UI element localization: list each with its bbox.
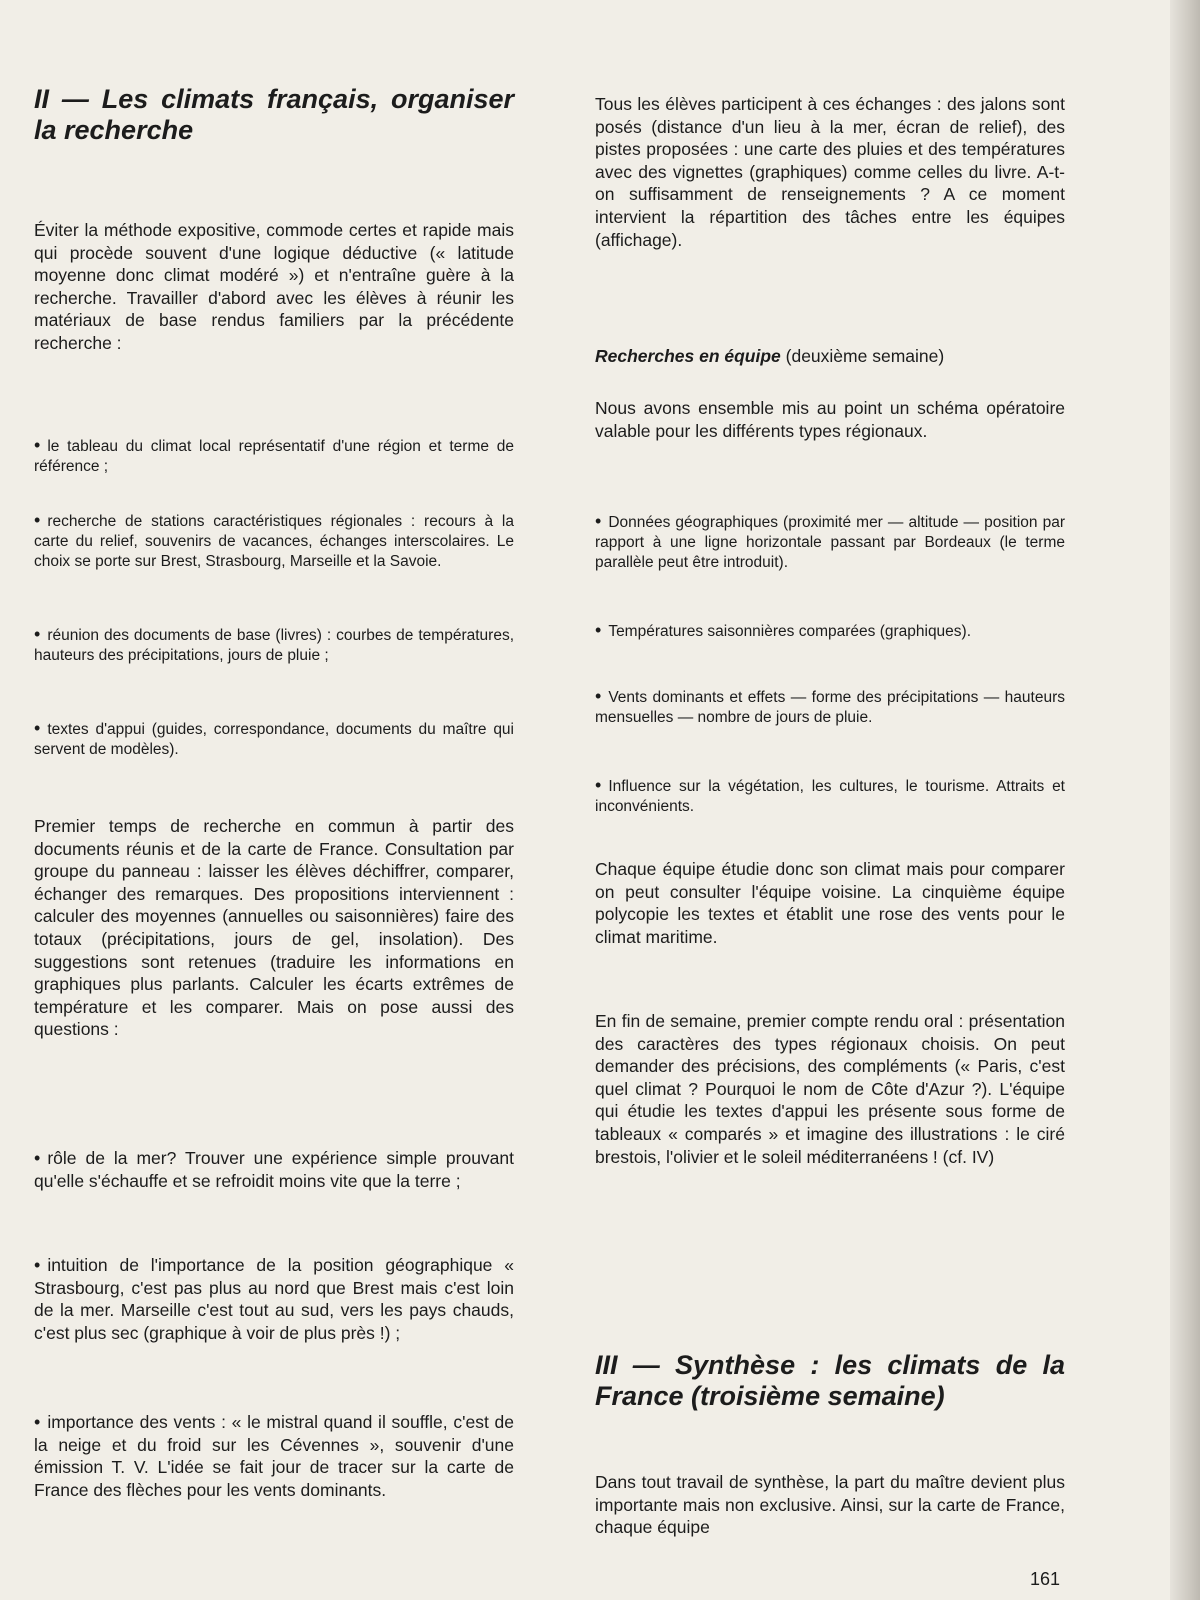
schema-paragraph: Nous avons ensemble mis au point un schéma opératoire valable pour les différents types régionaux. — [595, 398, 1065, 441]
list-item: • textes d'appui (guides, correspondance, documents du maître qui servent de modèles). — [34, 718, 514, 760]
list-item: • Températures saisonnières comparées (graphiques). — [595, 620, 1065, 642]
list-item: • Données géographiques (proximité mer — altitude — position par rapport à une ligne horizontale passant par Bordeaux (le terme parallèle peut être introduit). — [595, 511, 1065, 573]
synthese-paragraph: Dans tout travail de synthèse, la part du maître devient plus importante mais non exclusive. Ainsi, sur la carte de France, chaque équipe — [595, 1472, 1065, 1538]
recherches-title: Recherches en équipe — [595, 346, 781, 366]
chaque-equipe-paragraph: Chaque équipe étudie donc son climat mais pour comparer on peut consulter l'équipe voisine. La cinquième équipe polycopie les textes et établit une rose des vents pour le climat maritime. — [595, 859, 1065, 947]
list-item: • recherche de stations caractéristiques régionales : recours à la carte du relief, souvenirs de vacances, échanges interscolaires. Le choix se porte sur Brest, Strasbourg, Marseille et la Savoie. — [34, 510, 514, 572]
fin-semaine-paragraph: En fin de semaine, premier compte rendu oral : présentation des caractères des types régionaux choisis. On peut demander des précisions, des compléments (« Paris, c'est quel climat ? Pourquoi le nom de Côte d'Azur ?). L'équipe qui étudie les textes d'appui les présente sous forme de tableaux « comparés » et imagine des illustrations : le ciré brestois, l'olivier et le soleil méditerranéens ! (cf. IV) — [595, 1011, 1065, 1167]
section-iii-title: III — Synthèse : les climats de la France (troisième semaine) — [595, 1350, 1065, 1411]
list-item: • importance des vents : « le mistral quand il souffle, c'est de la neige et du froid sur les Cévennes », souvenir d'une émission T. V. L'idée se fait jour de tracer sur la carte de France des flèches pour les vents dominants. — [34, 1411, 514, 1501]
recherches-heading — [595, 345, 1065, 368]
page-edge-shadow — [1170, 0, 1200, 1600]
list-item: • intuition de l'importance de la position géographique « Strasbourg, c'est pas plus au nord que Brest mais c'est loin de la mer. Marseille c'est tout au sud, vers les pays chauds, c'est plus sec (graphique à voir de plus près !) ; — [34, 1254, 514, 1344]
intro-paragraph: Éviter la méthode expositive, commode certes et rapide mais qui procède souvent d'une logique déductive (« latitude moyenne donc climat modéré ») et n'entraîne guère à la recherche. Travailler d'abord avec les élèves à réunir les matériaux de base rendus familiers par la précédente recherche : — [34, 220, 514, 353]
page-number: 161 — [1030, 1569, 1061, 1589]
section-ii-title: II — Les climats français, organiser la recherche — [34, 84, 514, 145]
list-item: • rôle de la mer? Trouver une expérience simple prouvant qu'elle s'échauffe et se refroidit moins vite que la terre ; — [34, 1147, 514, 1192]
list-item: • Vents dominants et effets — forme des précipitations — hauteurs mensuelles — nombre de jours de pluie. — [595, 686, 1065, 728]
echanges-paragraph: Tous les élèves participent à ces échanges : des jalons sont posés (distance d'un lieu à la mer, écran de relief), des pistes proposées : une carte des pluies et des températures avec des vignettes (graphiques) comme celles du livre. A-t-on suffisamment de renseignements ? A ce moment intervient la répartition des tâches entre les équipes (affichage). — [595, 94, 1065, 250]
premier-temps-paragraph: Premier temps de recherche en commun à partir des documents réunis et de la carte de France. Consultation par groupe du panneau : laisser les élèves déchiffrer, comparer, échanger des remarques. Des propositions interviennent : calculer des moyennes (annuelles ou saisonnières) faire des totaux (précipitations, jours de gel, insolation). Des suggestions sont retenues (traduire les informations en graphiques plus parlants. Calculer les écarts extrêmes de température et les comparer. Mais on pose aussi des questions : — [34, 816, 514, 1040]
recherches-subtitle: (deuxième semaine) — [780, 346, 945, 366]
list-item: • Influence sur la végétation, les cultures, le tourisme. Attraits et inconvénients. — [595, 775, 1065, 817]
list-item: • réunion des documents de base (livres) : courbes de températures, hauteurs des précipitations, jours de pluie ; — [34, 624, 514, 666]
list-item: • le tableau du climat local représentatif d'une région et terme de référence ; — [34, 435, 514, 477]
